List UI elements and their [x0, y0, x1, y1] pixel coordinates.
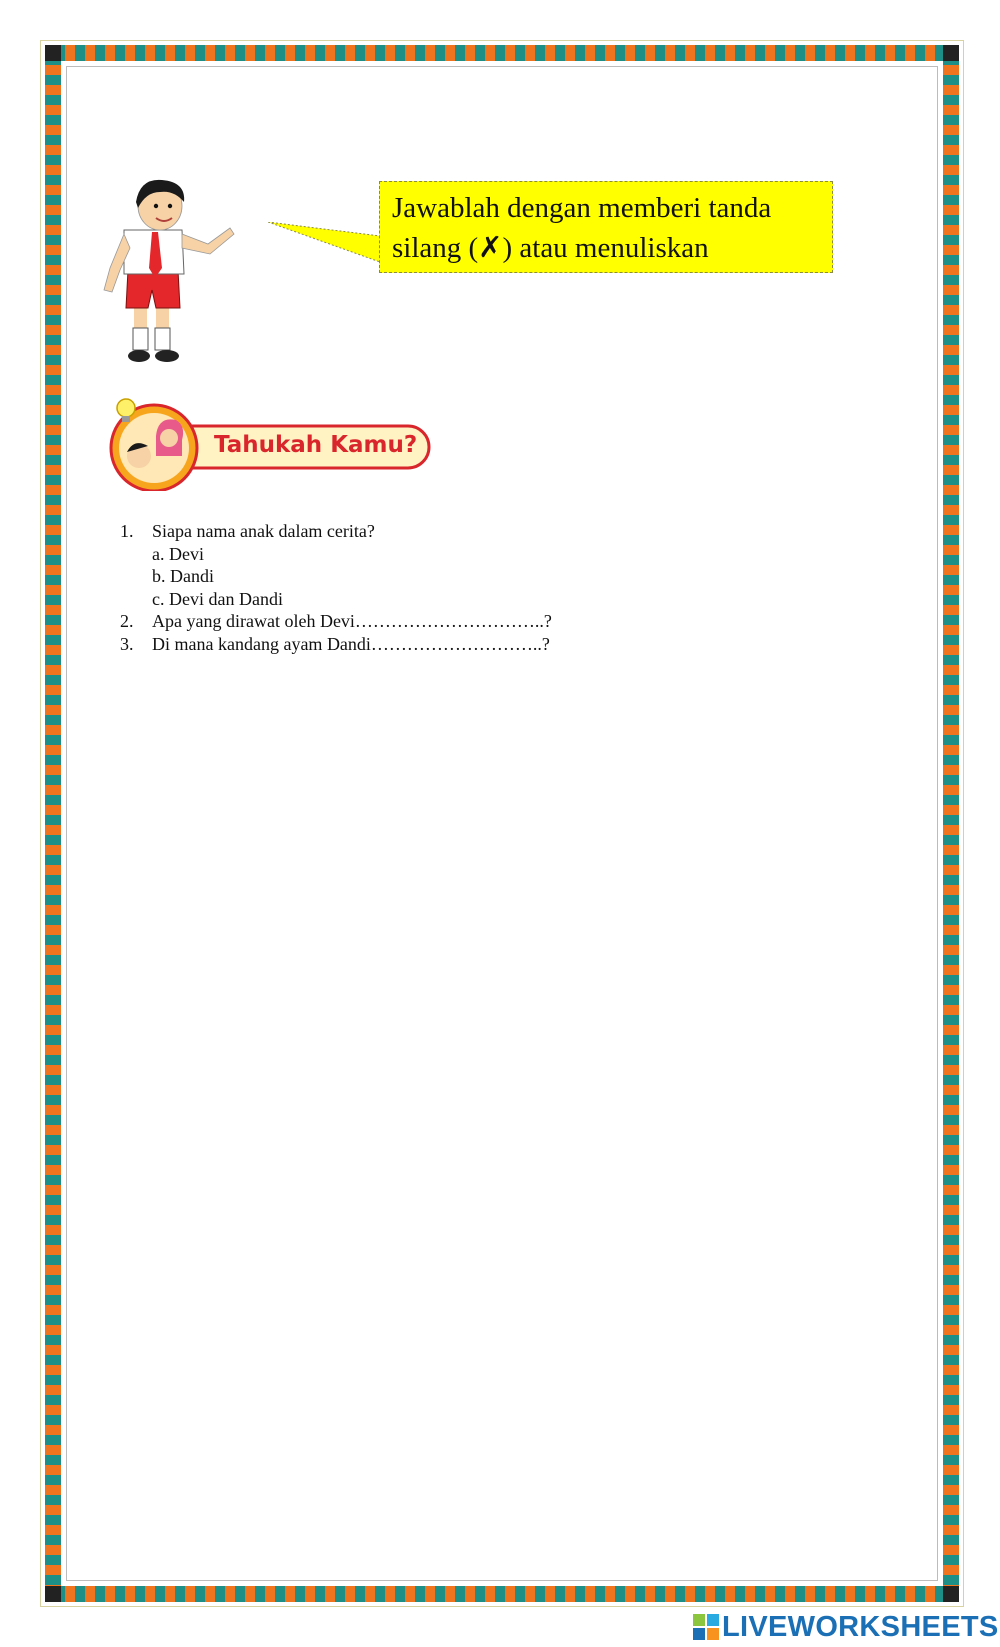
question-item: [120, 520, 552, 543]
border-corner-bottom-left: [45, 1586, 61, 1602]
border-corner-bottom-right: [943, 1586, 959, 1602]
instruction-line-2: silang (✗) atau menuliskan: [392, 232, 709, 264]
decorative-border-left: [45, 45, 61, 1602]
tahukah-kamu-label: Tahukah Kamu?: [214, 432, 418, 458]
boy-illustration: [100, 178, 250, 383]
question-text: Di mana kandang ayam Dandi………………………..?: [152, 633, 550, 654]
question-number: 1.: [120, 521, 134, 541]
decorative-border-right: [943, 45, 959, 1602]
answer-option[interactable]: c. Devi dan Dandi: [152, 588, 283, 609]
decorative-border-top: [45, 45, 959, 61]
speech-bubble-tail: [268, 222, 383, 264]
question-item: [120, 610, 552, 633]
question-text: Apa yang dirawat oleh Devi…………………………..?: [152, 611, 552, 631]
question-number: 3.: [120, 633, 134, 654]
question-item: [120, 633, 552, 656]
question-number: 2.: [120, 611, 134, 631]
border-corner-top-left: [45, 45, 61, 61]
instruction-speech-bubble: [379, 181, 833, 273]
tahukah-kamu-badge: [104, 396, 434, 496]
border-corner-top-right: [943, 45, 959, 61]
instruction-line-1: Jawablah dengan memberi tanda: [392, 192, 772, 224]
liveworksheets-logo-icon: [693, 1614, 719, 1640]
decorative-border-bottom: [45, 1586, 959, 1602]
question-list: [120, 520, 552, 655]
answer-option[interactable]: a. Devi: [152, 543, 204, 564]
answer-option[interactable]: b. Dandi: [152, 566, 214, 586]
question-text: Siapa nama anak dalam cerita?: [152, 521, 375, 541]
liveworksheets-brand-text: LIVEWORKSHEETS: [722, 1610, 999, 1643]
liveworksheets-logo: [693, 1611, 999, 1643]
